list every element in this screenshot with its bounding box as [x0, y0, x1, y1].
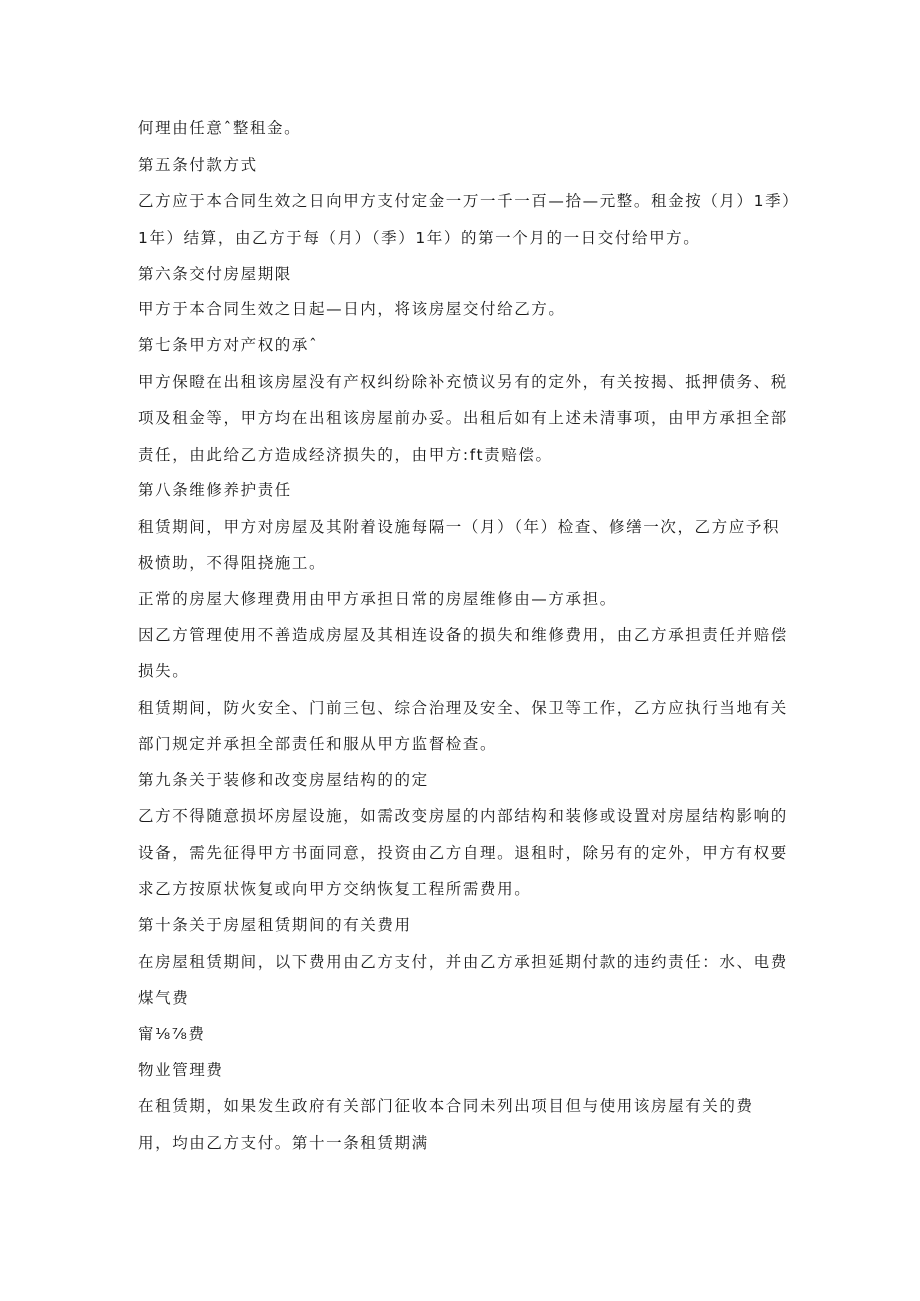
list-item: 物业管理费 — [138, 1061, 224, 1079]
text-line: 在房屋租赁期间，以下费用由乙方支付，并由乙方承担延期付款的违约责任：水、电费 — [138, 953, 788, 971]
text-line: 部门规定并承担全部责任和服从甲方监督检查。 — [138, 735, 498, 753]
text-line: 正常的房屋大修理费用由甲方承担日常的房屋维修由—方承担。 — [138, 590, 617, 608]
list-item: 甯⅛⅞费 — [138, 1025, 206, 1043]
section-heading: 第十条关于房屋租赁期间的有关费用 — [138, 916, 412, 934]
text-line: 何理由任意ˆ整租金。 — [138, 119, 302, 137]
section-heading: 第九条关于装修和改变房屋结构的的定 — [138, 771, 429, 789]
text-line: 损失。 — [138, 662, 190, 680]
text-line: 设备，需先征得甲方书面同意，投资由乙方自理。退租时，除另有的定外，甲方有权要 — [138, 844, 788, 862]
text-line: 用，均由乙方支付。第十一条租赁期满 — [138, 1134, 429, 1152]
text-line: 甲方保瞪在出租该房屋没有产权纠纷除补充愤议另有的定外，有关按揭、抵押债务、税 — [138, 373, 788, 391]
text-line: 极愤助，不得阻挠施工。 — [138, 554, 327, 572]
text-line: 乙方不得随意损坏房屋设施，如需改变房屋的内部结构和装修或设置对房屋结构影响的 — [138, 807, 788, 825]
text-line: 在租赁期，如果发生政府有关部门征收本合同未列出项目但与使用该房屋有关的费 — [138, 1097, 754, 1115]
text-line: 因乙方管理使用不善造成房屋及其相连设备的损失和维修费用，由乙方承担责任并赔偿 — [138, 626, 788, 644]
list-item: 煤气费 — [138, 989, 190, 1007]
section-heading: 第六条交付房屋期限 — [138, 265, 292, 283]
section-heading: 第五条付款方式 — [138, 156, 258, 174]
text-line: 1年）结算，由乙方于每（月）（季）1年）的第一个月的一日交付给甲方。 — [138, 229, 701, 247]
text-line: 求乙方按原状恢复或向甲方交纳恢复工程所需费用。 — [138, 880, 532, 898]
text-line: 租赁期间，防火安全、门前三包、综合治理及安全、保卫等工作，乙方应执行当地有关 — [138, 699, 788, 717]
text-line: 乙方应于本合同生效之日向甲方支付定金一万一千一百—拾—元整。租金按（月）1季） — [138, 192, 800, 210]
text-line: 甲方于本合同生效之日起—日内，将该房屋交付给乙方。 — [138, 300, 566, 318]
text-line: 租赁期间，甲方对房屋及其附着设施每隔一（月）（年）检查、修缮一次，乙方应予积 — [138, 518, 781, 536]
section-heading: 第八条维修养护责任 — [138, 481, 292, 499]
text-line: 责任，由此给乙方造成经济损失的，由甲方:ft责赔偿。 — [138, 446, 553, 464]
section-heading: 第七条甲方对产权的承ˆ — [138, 336, 319, 354]
text-line: 项及租金等，甲方均在出租该房屋前办妥。出租后如有上述未清事项，由甲方承担全部 — [138, 409, 788, 427]
